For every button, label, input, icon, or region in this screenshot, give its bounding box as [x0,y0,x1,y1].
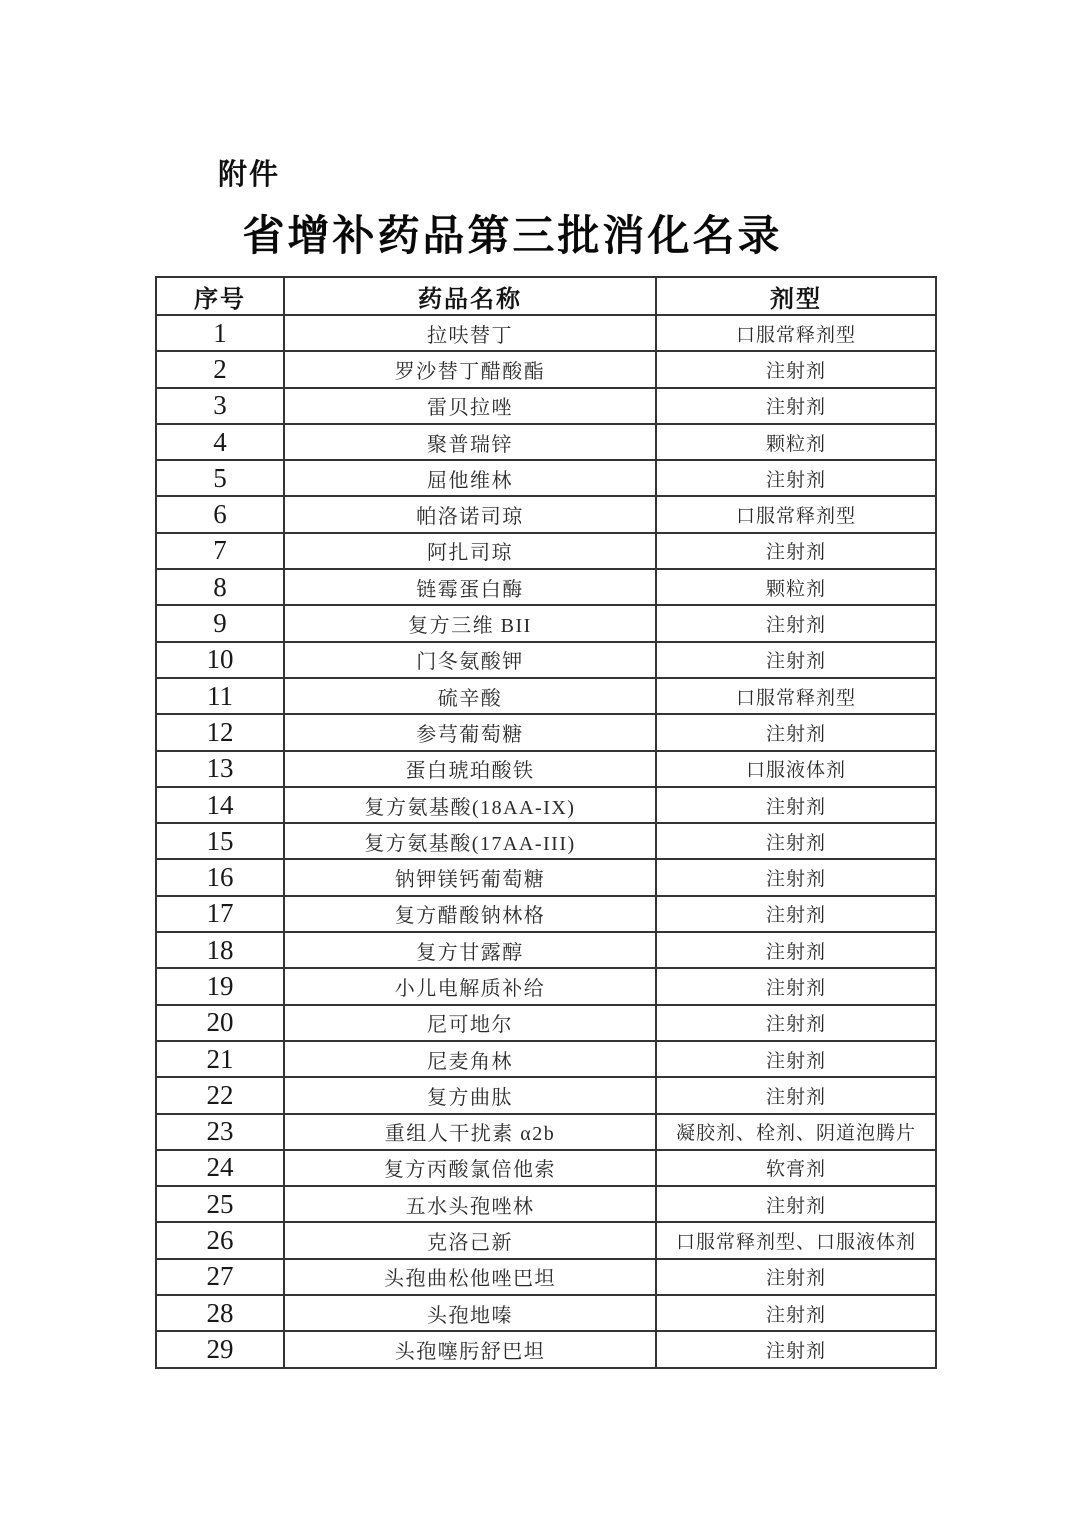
table-row [156,315,936,351]
row-serial-number: 22 [156,1077,284,1113]
row-dosage-form: 注射剂 [656,714,936,750]
row-drug-name: 复方曲肽 [284,1077,656,1113]
row-dosage-form: 注射剂 [656,859,936,895]
row-drug-name: 硫辛酸 [284,678,656,714]
table-row [156,1186,936,1222]
table-row [156,351,936,387]
row-serial-number: 19 [156,968,284,1004]
table-row [156,1114,936,1150]
table-row [156,823,936,859]
row-serial-number: 27 [156,1259,284,1295]
row-serial-number: 23 [156,1114,284,1150]
table-row [156,1041,936,1077]
row-drug-name: 雷贝拉唑 [284,388,656,424]
row-dosage-form: 颗粒剂 [656,569,936,605]
table-row [156,714,936,750]
row-serial-number: 29 [156,1331,284,1367]
row-dosage-form: 注射剂 [656,351,936,387]
row-drug-name: 罗沙替丁醋酸酯 [284,351,656,387]
row-serial-number: 9 [156,605,284,641]
col-header-dosage-form: 剂型 [656,277,936,315]
drug-table-body [156,315,936,1368]
row-serial-number: 28 [156,1295,284,1331]
row-drug-name: 头孢噻肟舒巴坦 [284,1331,656,1367]
row-dosage-form: 注射剂 [656,1041,936,1077]
row-dosage-form: 口服常释剂型 [656,315,936,351]
row-serial-number: 5 [156,460,284,496]
row-drug-name: 复方三维 BII [284,605,656,641]
table-row [156,642,936,678]
table-row [156,460,936,496]
table-row [156,787,936,823]
row-serial-number: 21 [156,1041,284,1077]
row-drug-name: 屈他维林 [284,460,656,496]
row-drug-name: 门冬氨酸钾 [284,642,656,678]
row-dosage-form: 注射剂 [656,787,936,823]
table-row [156,932,936,968]
row-dosage-form: 口服液体剂 [656,751,936,787]
row-dosage-form: 注射剂 [656,388,936,424]
row-serial-number: 20 [156,1005,284,1041]
table-row [156,1331,936,1367]
row-dosage-form: 注射剂 [656,1077,936,1113]
row-serial-number: 8 [156,569,284,605]
table-row [156,751,936,787]
row-drug-name: 复方甘露醇 [284,932,656,968]
row-drug-name: 五水头孢唑林 [284,1186,656,1222]
row-drug-name: 复方氨基酸(17AA-III) [284,823,656,859]
row-drug-name: 尼麦角林 [284,1041,656,1077]
row-dosage-form: 注射剂 [656,1186,936,1222]
table-header-row [156,277,936,315]
row-dosage-form: 注射剂 [656,932,936,968]
table-row [156,605,936,641]
table-row [156,1005,936,1041]
row-drug-name: 重组人干扰素 α2b [284,1114,656,1150]
row-dosage-form: 口服常释剂型、口服液体剂 [656,1222,936,1258]
row-serial-number: 12 [156,714,284,750]
row-dosage-form: 注射剂 [656,533,936,569]
table-row [156,388,936,424]
row-drug-name: 阿扎司琼 [284,533,656,569]
row-dosage-form: 注射剂 [656,460,936,496]
row-serial-number: 13 [156,751,284,787]
row-serial-number: 3 [156,388,284,424]
row-serial-number: 16 [156,859,284,895]
row-serial-number: 2 [156,351,284,387]
row-dosage-form: 颗粒剂 [656,424,936,460]
page-title: 省增补药品第三批消化名录 [242,214,783,260]
row-drug-name: 尼可地尔 [284,1005,656,1041]
row-drug-name: 头孢地嗪 [284,1295,656,1331]
row-dosage-form: 注射剂 [656,1331,936,1367]
table-row [156,1077,936,1113]
row-drug-name: 蛋白琥珀酸铁 [284,751,656,787]
row-dosage-form: 注射剂 [656,1295,936,1331]
table-row [156,968,936,1004]
table-row [156,896,936,932]
row-drug-name: 钠钾镁钙葡萄糖 [284,859,656,895]
row-dosage-form: 软膏剂 [656,1150,936,1186]
row-serial-number: 14 [156,787,284,823]
table-row [156,1150,936,1186]
table-row [156,859,936,895]
row-serial-number: 10 [156,642,284,678]
attachment-label: 附件 [218,159,281,191]
row-drug-name: 复方氨基酸(18AA-IX) [284,787,656,823]
row-serial-number: 4 [156,424,284,460]
row-drug-name: 聚普瑞锌 [284,424,656,460]
row-dosage-form: 注射剂 [656,823,936,859]
row-dosage-form: 注射剂 [656,605,936,641]
row-dosage-form: 注射剂 [656,642,936,678]
row-serial-number: 24 [156,1150,284,1186]
row-dosage-form: 注射剂 [656,896,936,932]
row-drug-name: 参芎葡萄糖 [284,714,656,750]
table-row [156,569,936,605]
row-drug-name: 拉呋替丁 [284,315,656,351]
row-serial-number: 17 [156,896,284,932]
table-row [156,1295,936,1331]
drug-table [155,276,937,1369]
row-serial-number: 6 [156,496,284,532]
row-dosage-form: 凝胶剂、栓剂、阴道泡腾片 [656,1114,936,1150]
row-serial-number: 15 [156,823,284,859]
table-row [156,678,936,714]
row-serial-number: 7 [156,533,284,569]
row-serial-number: 1 [156,315,284,351]
row-drug-name: 复方醋酸钠林格 [284,896,656,932]
row-dosage-form: 口服常释剂型 [656,678,936,714]
row-dosage-form: 注射剂 [656,1005,936,1041]
row-drug-name: 头孢曲松他唑巴坦 [284,1259,656,1295]
row-serial-number: 26 [156,1222,284,1258]
table-row [156,1222,936,1258]
row-dosage-form: 口服常释剂型 [656,496,936,532]
table-row [156,496,936,532]
row-serial-number: 18 [156,932,284,968]
row-dosage-form: 注射剂 [656,968,936,1004]
row-drug-name: 克洛己新 [284,1222,656,1258]
row-dosage-form: 注射剂 [656,1259,936,1295]
row-serial-number: 25 [156,1186,284,1222]
row-drug-name: 链霉蛋白酶 [284,569,656,605]
row-drug-name: 复方丙酸氯倍他索 [284,1150,656,1186]
col-header-drug-name: 药品名称 [284,277,656,315]
row-drug-name: 帕洛诺司琼 [284,496,656,532]
table-row [156,1259,936,1295]
table-row [156,533,936,569]
col-header-serial-number: 序号 [156,277,284,315]
row-drug-name: 小儿电解质补给 [284,968,656,1004]
row-serial-number: 11 [156,678,284,714]
table-row [156,424,936,460]
